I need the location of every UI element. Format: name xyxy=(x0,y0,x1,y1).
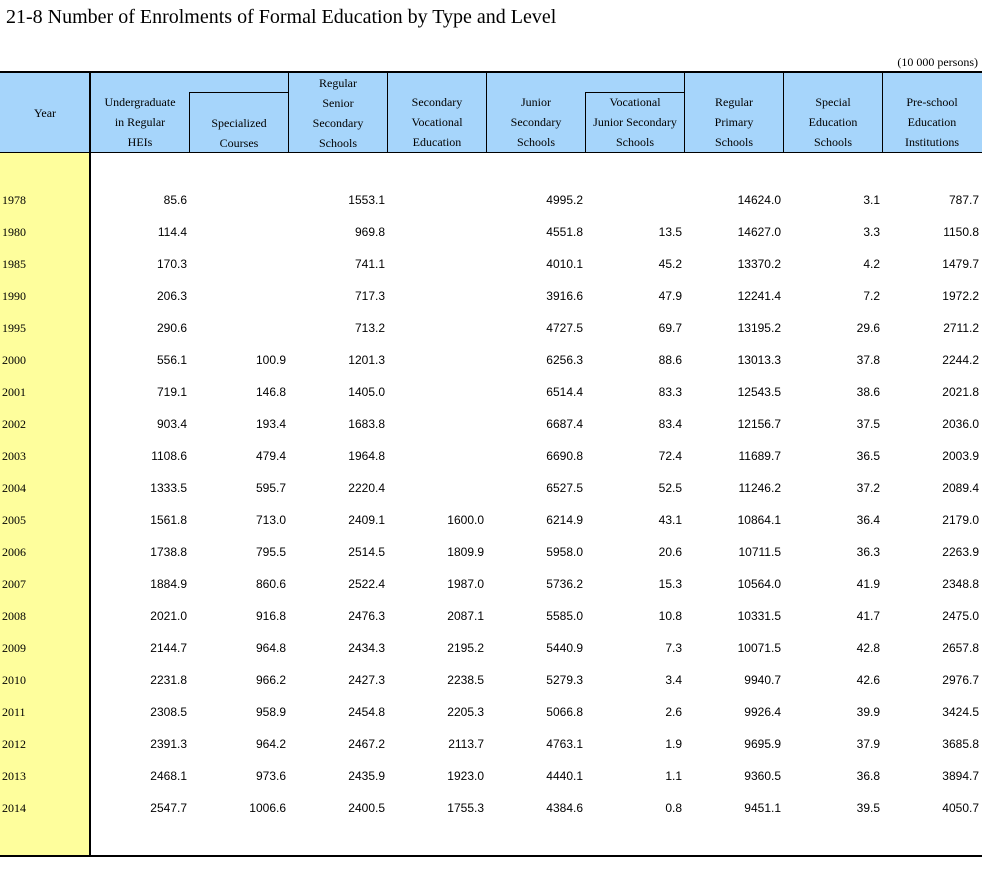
column-divider xyxy=(189,92,190,152)
table-cell: 88.6 xyxy=(658,353,682,367)
table-cell: 12543.5 xyxy=(737,385,781,399)
row-year: 2008 xyxy=(2,609,26,623)
table-cell: 2409.1 xyxy=(348,513,385,527)
table-cell: 10711.5 xyxy=(738,545,781,559)
table-cell: 52.5 xyxy=(658,481,682,495)
table-cell: 3894.7 xyxy=(942,769,979,783)
table-cell: 14627.0 xyxy=(737,225,781,239)
table-cell: 2195.2 xyxy=(447,641,484,655)
table-cell: 69.7 xyxy=(658,321,682,335)
table-cell: 2711.2 xyxy=(943,321,979,335)
table-cell: 29.6 xyxy=(856,321,880,335)
table-cell: 36.8 xyxy=(856,769,880,783)
row-year: 1980 xyxy=(2,225,26,239)
header-senior-secondary: Regular Senior Secondary Schools xyxy=(312,76,364,150)
table-cell: 4995.2 xyxy=(546,193,583,207)
header-preschool: Pre-school Education Institutions xyxy=(904,95,959,149)
table-cell: 5279.3 xyxy=(546,673,583,687)
table-cell: 4727.5 xyxy=(546,321,583,335)
table-cell: 3424.5 xyxy=(942,705,979,719)
row-year: 1978 xyxy=(2,193,26,207)
table-cell: 1479.7 xyxy=(942,257,979,271)
table-cell: 11689.7 xyxy=(738,449,781,463)
row-year: 2000 xyxy=(2,353,26,367)
table-cell: 1964.8 xyxy=(348,449,385,463)
header-top-border xyxy=(0,71,982,73)
table-cell: 72.4 xyxy=(658,449,682,463)
table-cell: 595.7 xyxy=(255,481,286,495)
unit-note: (10 000 persons) xyxy=(897,55,978,69)
row-year: 2001 xyxy=(2,385,26,399)
table-cell: 6690.8 xyxy=(546,449,583,463)
table-cell: 1600.0 xyxy=(447,513,484,527)
table-cell: 13.5 xyxy=(658,225,682,239)
table-cell: 0.8 xyxy=(665,801,682,815)
table-cell: 7.3 xyxy=(665,641,682,655)
table-cell: 964.8 xyxy=(255,641,286,655)
table-cell: 100.9 xyxy=(255,353,286,367)
table-cell: 170.3 xyxy=(156,257,187,271)
table-cell: 41.7 xyxy=(856,609,880,623)
table-cell: 966.2 xyxy=(255,673,286,687)
table-cell: 2976.7 xyxy=(942,673,979,687)
header-secondary-vocational: Secondary Vocational Education xyxy=(411,95,463,149)
column-divider xyxy=(684,73,685,152)
table-cell: 2547.7 xyxy=(150,801,187,815)
row-year: 2009 xyxy=(2,641,26,655)
table-cell: 2003.9 xyxy=(942,449,979,463)
table-cell: 85.6 xyxy=(163,193,187,207)
group-divider xyxy=(189,92,289,93)
table-cell: 10331.5 xyxy=(737,609,781,623)
table-cell: 4440.1 xyxy=(546,769,583,783)
table-cell: 2391.3 xyxy=(150,737,187,751)
table-cell: 2021.0 xyxy=(150,609,187,623)
table-cell: 4.2 xyxy=(863,257,880,271)
table-cell: 2400.5 xyxy=(348,801,385,815)
row-year: 2005 xyxy=(2,513,26,527)
table-cell: 713.0 xyxy=(255,513,286,527)
table-cell: 717.3 xyxy=(354,289,385,303)
table-cell: 12241.4 xyxy=(737,289,781,303)
table-cell: 973.6 xyxy=(255,769,286,783)
table-cell: 2434.3 xyxy=(348,641,385,655)
table-cell: 43.1 xyxy=(658,513,682,527)
table-cell: 2036.0 xyxy=(942,417,979,431)
table-cell: 290.6 xyxy=(156,321,187,335)
table-cell: 2467.2 xyxy=(348,737,385,751)
table-cell: 2475.0 xyxy=(942,609,979,623)
table-cell: 14624.0 xyxy=(737,193,781,207)
table-cell: 5958.0 xyxy=(546,545,583,559)
table-cell: 47.9 xyxy=(658,289,682,303)
table-cell: 114.4 xyxy=(157,225,187,239)
table-cell: 2476.3 xyxy=(348,609,385,623)
table-cell: 2263.9 xyxy=(942,545,979,559)
row-year: 2012 xyxy=(2,737,26,751)
table-cell: 6256.3 xyxy=(546,353,583,367)
table-cell: 7.2 xyxy=(863,289,880,303)
header-bottom-border xyxy=(0,152,982,153)
row-year: 1995 xyxy=(2,321,26,335)
table-cell: 1108.6 xyxy=(151,449,187,463)
table-cell: 2244.2 xyxy=(942,353,979,367)
table-cell: 2427.3 xyxy=(348,673,385,687)
row-year: 2010 xyxy=(2,673,26,687)
table-cell: 5440.9 xyxy=(546,641,583,655)
table-cell: 37.9 xyxy=(856,737,880,751)
table-cell: 2514.5 xyxy=(348,545,385,559)
table-cell: 146.8 xyxy=(255,385,286,399)
column-divider xyxy=(288,73,289,152)
table-cell: 3685.8 xyxy=(942,737,979,751)
table-cell: 1561.8 xyxy=(150,513,187,527)
table-cell: 3.1 xyxy=(863,193,880,207)
table-cell: 2238.5 xyxy=(447,673,484,687)
table-cell: 42.6 xyxy=(856,673,880,687)
table-cell: 36.4 xyxy=(856,513,880,527)
table-cell: 2522.4 xyxy=(348,577,385,591)
table-cell: 206.3 xyxy=(156,289,187,303)
table-cell: 37.5 xyxy=(856,417,880,431)
table-cell: 2435.9 xyxy=(348,769,385,783)
table-cell: 3.3 xyxy=(863,225,880,239)
table-cell: 795.5 xyxy=(255,545,286,559)
table-cell: 9940.7 xyxy=(744,673,781,687)
table-cell: 1333.5 xyxy=(150,481,187,495)
table-cell: 719.1 xyxy=(156,385,187,399)
table-cell: 13195.2 xyxy=(737,321,781,335)
table-cell: 2021.8 xyxy=(942,385,979,399)
column-divider xyxy=(387,73,388,152)
table-cell: 4551.8 xyxy=(546,225,583,239)
table-cell: 2348.8 xyxy=(942,577,979,591)
table-cell: 13013.3 xyxy=(737,353,781,367)
row-year: 2002 xyxy=(2,417,26,431)
table-cell: 2308.5 xyxy=(150,705,187,719)
table-cell: 2144.7 xyxy=(150,641,187,655)
table-cell: 10864.1 xyxy=(737,513,781,527)
table-cell: 5066.8 xyxy=(546,705,583,719)
header-special-education: Special Education Schools xyxy=(808,95,858,149)
year-divider xyxy=(89,73,91,855)
table-cell: 41.9 xyxy=(856,577,880,591)
table-cell: 15.3 xyxy=(658,577,682,591)
column-divider xyxy=(783,73,784,152)
table-cell: 2220.4 xyxy=(348,481,385,495)
table-cell: 6514.4 xyxy=(546,385,583,399)
row-year: 1990 xyxy=(2,289,26,303)
table-cell: 20.6 xyxy=(658,545,682,559)
table-cell: 1150.8 xyxy=(943,225,979,239)
table-cell: 13370.2 xyxy=(737,257,781,271)
table-cell: 11246.2 xyxy=(738,481,781,495)
table-cell: 741.1 xyxy=(354,257,385,271)
row-year: 2014 xyxy=(2,801,26,815)
table-cell: 860.6 xyxy=(255,577,286,591)
table-cell: 479.4 xyxy=(255,449,286,463)
table-cell: 1809.9 xyxy=(447,545,484,559)
table-cell: 2231.8 xyxy=(150,673,187,687)
table-cell: 2089.4 xyxy=(942,481,979,495)
table-cell: 1006.6 xyxy=(249,801,286,815)
table-bottom-border xyxy=(0,855,982,857)
table-cell: 1972.2 xyxy=(942,289,979,303)
table-cell: 4384.6 xyxy=(546,801,583,815)
table-cell: 36.3 xyxy=(856,545,880,559)
column-divider xyxy=(882,73,883,152)
table-cell: 2657.8 xyxy=(942,641,979,655)
table-cell: 9926.4 xyxy=(744,705,781,719)
table-title: 21-8 Number of Enrolments of Formal Education by Type and Level xyxy=(6,6,557,28)
table-cell: 4050.7 xyxy=(942,801,979,815)
column-divider xyxy=(585,92,586,152)
table-cell: 45.2 xyxy=(658,257,682,271)
table-cell: 1.1 xyxy=(665,769,682,783)
table-cell: 6687.4 xyxy=(546,417,583,431)
table-cell: 1987.0 xyxy=(447,577,484,591)
table-cell: 39.9 xyxy=(856,705,880,719)
table-cell: 1755.3 xyxy=(447,801,484,815)
table-cell: 1738.8 xyxy=(150,545,187,559)
row-year: 2013 xyxy=(2,769,26,783)
table-cell: 38.6 xyxy=(856,385,880,399)
row-year: 2006 xyxy=(2,545,26,559)
table-cell: 1201.3 xyxy=(348,353,385,367)
row-year: 2011 xyxy=(2,705,26,719)
table-cell: 1923.0 xyxy=(447,769,484,783)
table-cell: 969.8 xyxy=(354,225,385,239)
table-cell: 3916.6 xyxy=(546,289,583,303)
header-primary: Regular Primary Schools xyxy=(714,95,754,149)
table-cell: 1405.0 xyxy=(348,385,385,399)
table-cell: 36.5 xyxy=(856,449,880,463)
table-cell: 9451.1 xyxy=(744,801,781,815)
header-specialized: Specialized Courses xyxy=(211,116,267,150)
table-cell: 2.6 xyxy=(665,705,682,719)
table-cell: 787.7 xyxy=(948,193,979,207)
header-year: Year xyxy=(33,106,57,120)
table-cell: 193.4 xyxy=(255,417,286,431)
table-cell: 2087.1 xyxy=(447,609,484,623)
table-cell: 39.5 xyxy=(856,801,880,815)
column-divider xyxy=(486,73,487,152)
table-cell: 2454.8 xyxy=(348,705,385,719)
row-year: 2007 xyxy=(2,577,26,591)
table-cell: 3.4 xyxy=(665,673,682,687)
table-cell: 9695.9 xyxy=(744,737,781,751)
table-cell: 958.9 xyxy=(255,705,286,719)
table-cell: 1683.8 xyxy=(348,417,385,431)
table-cell: 37.8 xyxy=(856,353,880,367)
group-divider xyxy=(585,92,685,93)
table-cell: 2468.1 xyxy=(150,769,187,783)
table-cell: 10.8 xyxy=(658,609,682,623)
table-cell: 42.8 xyxy=(856,641,880,655)
table-cell: 556.1 xyxy=(156,353,187,367)
table-cell: 5585.0 xyxy=(546,609,583,623)
table-cell: 903.4 xyxy=(156,417,187,431)
table-cell: 916.8 xyxy=(255,609,286,623)
table-cell: 6527.5 xyxy=(546,481,583,495)
table-cell: 2113.7 xyxy=(448,737,484,751)
table-cell: 5736.2 xyxy=(546,577,583,591)
table-cell: 1884.9 xyxy=(150,577,187,591)
table-cell: 1553.1 xyxy=(348,193,385,207)
row-year: 1985 xyxy=(2,257,26,271)
table-cell: 964.2 xyxy=(255,737,286,751)
table-cell: 83.4 xyxy=(658,417,682,431)
table-cell: 713.2 xyxy=(354,321,385,335)
table-cell: 6214.9 xyxy=(546,513,583,527)
table-cell: 9360.5 xyxy=(744,769,781,783)
table-cell: 10071.5 xyxy=(737,641,781,655)
table-cell: 83.3 xyxy=(658,385,682,399)
table-cell: 37.2 xyxy=(856,481,880,495)
table-cell: 4010.1 xyxy=(546,257,583,271)
header-junior-secondary: Junior Secondary Schools xyxy=(510,95,562,149)
table-cell: 10564.0 xyxy=(737,577,781,591)
table-cell: 2205.3 xyxy=(447,705,484,719)
row-year: 2004 xyxy=(2,481,26,495)
table-cell: 2179.0 xyxy=(942,513,979,527)
table-cell: 1.9 xyxy=(665,737,682,751)
header-vocational-junior: Vocational Junior Secondary Schools xyxy=(593,95,677,149)
header-undergraduate: Undergraduate in Regular HEIs xyxy=(104,95,176,149)
table-cell: 4763.1 xyxy=(546,737,583,751)
table-cell: 12156.7 xyxy=(737,417,781,431)
row-year: 2003 xyxy=(2,449,26,463)
